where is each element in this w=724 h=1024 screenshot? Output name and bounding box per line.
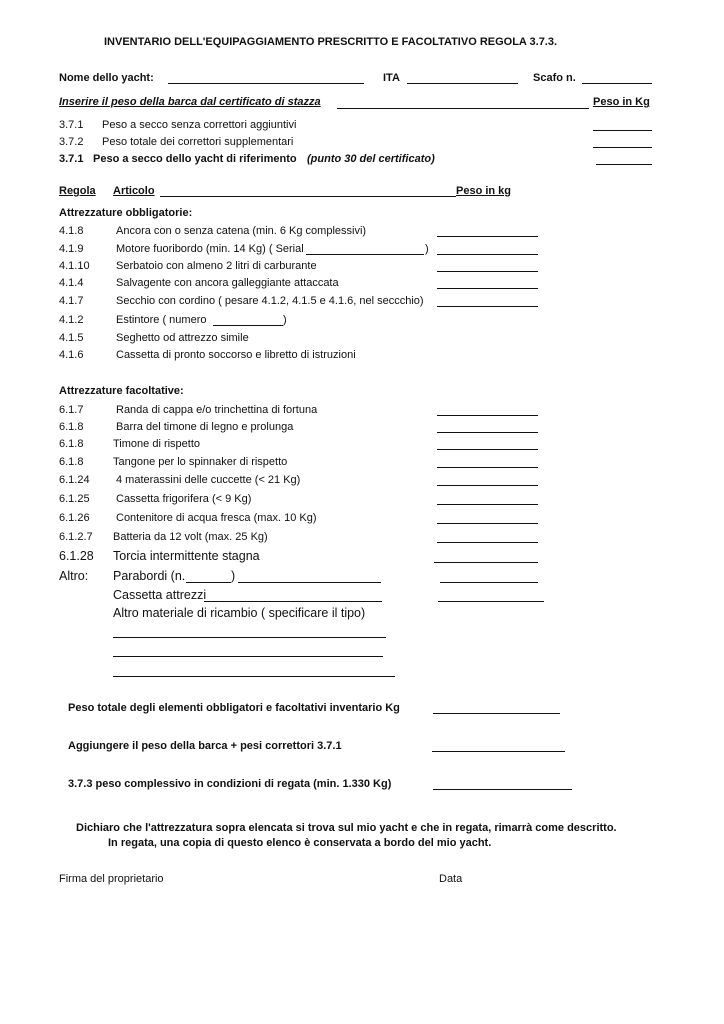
correctors-weight-field[interactable] [593, 147, 652, 148]
serial-field[interactable] [306, 254, 424, 255]
rule-code: 6.1.24 [59, 474, 90, 486]
reference-weight-label: Peso a secco dello yacht di riferimento [93, 153, 297, 165]
fenders-label-close: ) [231, 569, 236, 583]
item-weight-field[interactable] [437, 542, 538, 543]
item-label: Timone di rispetto [113, 438, 201, 450]
item-weight-field[interactable] [437, 415, 538, 416]
toolbox-label: Cassetta attrezzi [113, 588, 207, 602]
item-weight-field[interactable] [437, 254, 538, 255]
item-weight-field[interactable] [437, 467, 538, 468]
rule-code: 6.1.25 [59, 493, 90, 505]
rule-code: 6.1.8 [59, 421, 84, 433]
item-weight-field[interactable] [434, 562, 538, 563]
declaration-line-2: In regata, una copia di questo elenco è conservata a bordo del mio yacht. [108, 837, 492, 849]
dry-weight-label: Peso a secco senza correttori aggiuntivi [102, 119, 297, 131]
item-weight-field[interactable] [437, 485, 538, 486]
signature-label: Firma del proprietario [59, 873, 164, 885]
reference-weight-note: (punto 30 del certificato) [307, 153, 435, 165]
spares-line[interactable] [113, 656, 383, 657]
item-label: Ancora con o senza catena (min. 6 Kg complessivi) [116, 225, 367, 237]
item-weight-field[interactable] [437, 306, 538, 307]
item-weight-field[interactable] [437, 288, 538, 289]
total-boat-field[interactable] [432, 751, 565, 752]
item-weight-field[interactable] [440, 582, 538, 583]
rule-code: 4.1.5 [59, 332, 84, 344]
race-weight-field[interactable] [433, 789, 572, 790]
rule-code: 6.1.8 [59, 456, 84, 468]
hull-number-field[interactable] [582, 83, 652, 84]
ita-field[interactable] [407, 83, 518, 84]
item-label-close: ) [425, 243, 429, 255]
item-weight-field[interactable] [437, 449, 538, 450]
weight-header: Peso in Kg [593, 96, 650, 108]
rule-code: 4.1.7 [59, 295, 84, 307]
total-boat-label: Aggiungere il peso della barca + pesi correttori 3.7.1 [68, 740, 342, 752]
item-label: Secchio con cordino ( pesare 4.1.2, 4.1.5 e 4.1.6, nel seccchio) [116, 295, 424, 307]
item-weight-field[interactable] [437, 523, 538, 524]
declaration-line-1: Dichiaro che l'attrezzatura sopra elencata si trova sul mio yacht e che in regata, rimarrà come descritto. [76, 822, 617, 834]
item-label: Tangone per lo spinnaker di rispetto [113, 456, 288, 468]
item-weight-field[interactable] [437, 271, 538, 272]
fenders-label: Parabordi (n. [113, 569, 186, 583]
column-item: Articolo [113, 185, 155, 197]
rule-code: 3.7.1 [59, 119, 84, 131]
spares-line[interactable] [113, 637, 386, 638]
stability-instruction-line [337, 108, 589, 109]
extinguisher-count-field[interactable] [213, 325, 283, 326]
optional-heading: Attrezzature facoltative: [59, 385, 184, 397]
item-label: Batteria da 12 volt (max. 25 Kg) [113, 531, 268, 543]
rule-code: 3.7.2 [59, 136, 84, 148]
hull-number-label: Scafo n. [533, 72, 576, 84]
item-label: Cassetta di pronto soccorso e libretto di istruzioni [116, 349, 356, 361]
item-label: Salvagente con ancora galleggiante attaccata [116, 277, 339, 289]
item-weight-field[interactable] [437, 432, 538, 433]
column-weight: Peso in kg [456, 185, 512, 197]
fenders-description-field[interactable] [238, 582, 381, 583]
yacht-name-field[interactable] [168, 83, 364, 84]
rule-code: 4.1.8 [59, 225, 84, 237]
spares-line[interactable] [113, 676, 395, 677]
item-label-close: ) [283, 314, 287, 326]
item-label: Randa di cappa e/o trinchettina di fortuna [116, 404, 318, 416]
correctors-weight-label: Peso totale dei correttori supplementari [102, 136, 294, 148]
mandatory-heading: Attrezzature obbligatorie: [59, 207, 193, 219]
rule-code: 4.1.6 [59, 349, 84, 361]
date-label: Data [439, 873, 463, 885]
fenders-count-field[interactable] [186, 582, 231, 583]
race-weight-label: 3.7.3 peso complessivo in condizioni di regata (min. 1.330 Kg) [68, 778, 392, 790]
rule-code: 3.7.1 [59, 153, 84, 165]
item-label: Barra del timone di legno e prolunga [116, 421, 294, 433]
total-items-field[interactable] [433, 713, 560, 714]
column-header-line [160, 196, 456, 197]
item-label: Cassetta frigorifera (< 9 Kg) [116, 493, 252, 505]
ita-label: ITA [383, 72, 400, 84]
toolbox-description-field[interactable] [204, 601, 382, 602]
item-label: Motore fuoribordo (min. 14 Kg) ( Serial [116, 243, 304, 255]
rule-code: 4.1.2 [59, 314, 84, 326]
rule-code: 6.1.7 [59, 404, 84, 416]
page-title: INVENTARIO DELL'EQUIPAGGIAMENTO PRESCRITTO E FACOLTATIVO REGOLA 3.7.3. [104, 36, 558, 48]
item-weight-field[interactable] [437, 236, 538, 237]
item-label: Contenitore di acqua fresca (max. 10 Kg) [116, 512, 317, 524]
rule-code: 4.1.10 [59, 260, 90, 272]
rule-code: 6.1.2.7 [59, 531, 93, 543]
other-label: Altro: [59, 569, 89, 583]
total-items-label: Peso totale degli elementi obbligatori e facoltativi inventario Kg [68, 702, 400, 714]
column-rule: Regola [59, 185, 96, 197]
rule-code: 4.1.9 [59, 243, 84, 255]
rule-code: 6.1.8 [59, 438, 84, 450]
item-label: Estintore ( numero [116, 314, 207, 326]
item-label: Serbatoio con almeno 2 litri di carburante [116, 260, 317, 272]
item-label: 4 materassini delle cuccette (< 21 Kg) [116, 474, 301, 486]
reference-weight-field[interactable] [596, 164, 652, 165]
item-weight-field[interactable] [438, 601, 544, 602]
rule-code: 6.1.28 [59, 549, 94, 563]
stability-instruction: Inserire il peso della barca dal certificato di stazza [59, 96, 321, 108]
yacht-name-label: Nome dello yacht: [59, 72, 154, 84]
item-weight-field[interactable] [437, 504, 538, 505]
rule-code: 6.1.26 [59, 512, 90, 524]
rule-code: 4.1.4 [59, 277, 84, 289]
dry-weight-field[interactable] [593, 130, 652, 131]
spares-label: Altro materiale di ricambio ( specificare il tipo) [113, 606, 366, 620]
item-label: Seghetto od attrezzo simile [116, 332, 249, 344]
item-label: Torcia intermittente stagna [113, 549, 260, 563]
